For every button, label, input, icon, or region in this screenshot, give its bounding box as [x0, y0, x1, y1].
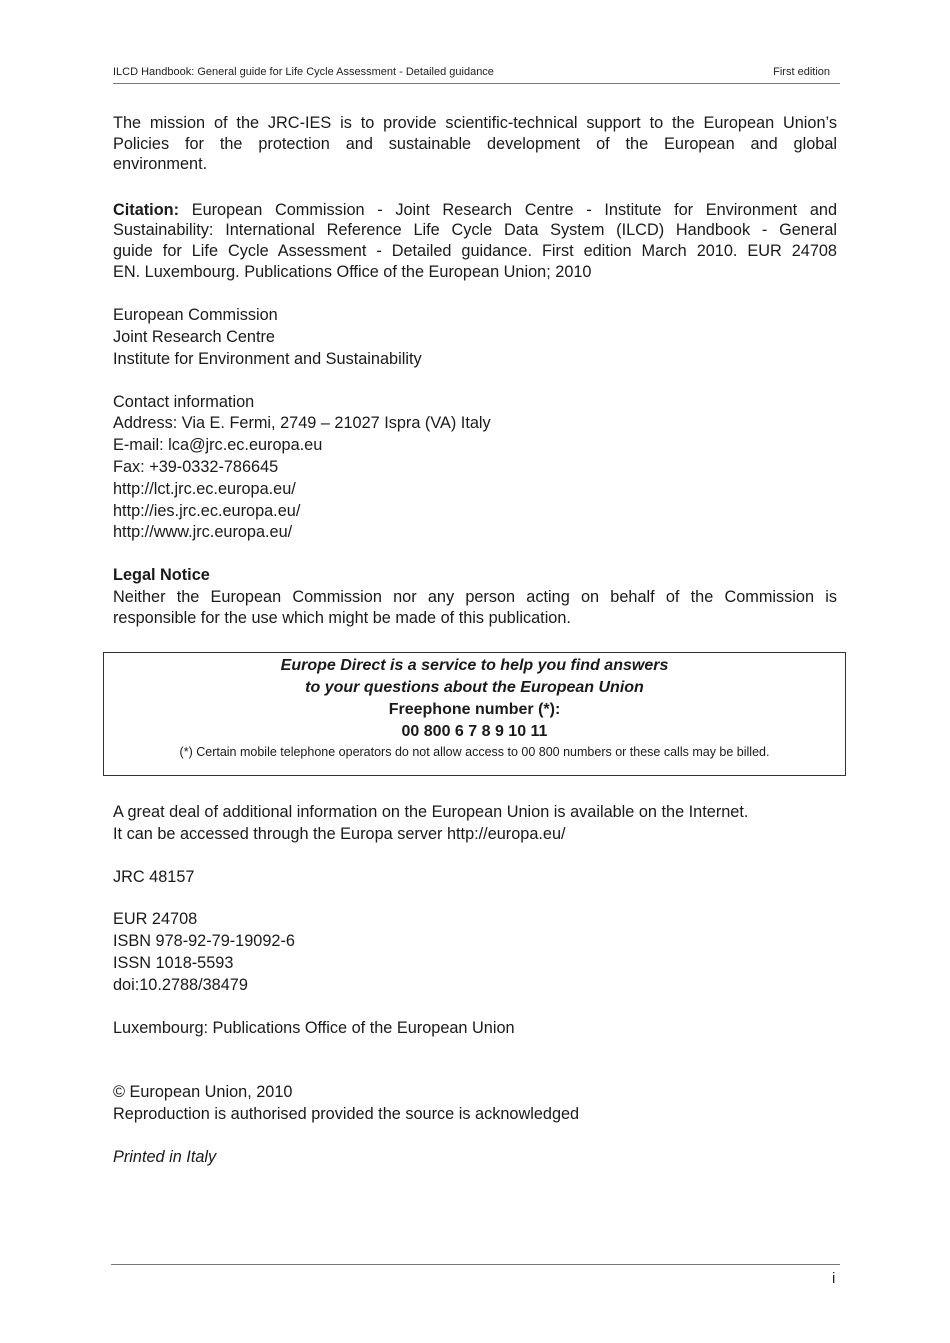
legal-notice — [113, 565, 837, 630]
org-line: European Commission — [113, 306, 278, 325]
citation-line: Sustainability: International Reference Life Cycle Data System (ILCD) Handbook - General — [113, 221, 837, 240]
citation-text: European Commission - Joint Research Centre - Institute for Environment and — [191, 200, 837, 219]
europe-direct-line2: to your questions about the European Union — [305, 679, 644, 696]
contact-link-lct[interactable]: http://lct.jrc.ec.europa.eu/ — [113, 479, 296, 498]
freephone-number: 00 800 6 7 8 9 10 11 — [401, 723, 548, 740]
isbn-number: ISBN 978-92-79-19092-6 — [113, 932, 295, 951]
citation-paragraph — [113, 200, 837, 282]
copyright-block — [113, 1082, 837, 1126]
internet-paragraph — [113, 802, 837, 846]
header-divider — [113, 83, 840, 84]
contact-heading: Contact information — [113, 392, 255, 411]
footer-divider — [111, 1264, 840, 1265]
freephone-label: Freephone number (*): — [388, 701, 561, 718]
citation-line: guide for Life Cycle Assessment - Detailed guidance. First edition March 2010. EUR 24708 — [113, 241, 837, 260]
europe-direct-line1: Europe Direct is a service to help you find answers — [280, 657, 669, 674]
citation-label: Citation: — [113, 200, 180, 219]
header-edition: First edition — [773, 66, 830, 78]
jrc-number: JRC 48157 — [113, 867, 195, 886]
header-title: ILCD Handbook: General guide for Life Cycle Assessment - Detailed guidance — [113, 66, 494, 78]
mission-line: Policies for the protection and sustainable development of the European and global — [113, 134, 837, 153]
eur-number: EUR 24708 — [113, 910, 198, 929]
printed-in: Printed in Italy — [113, 1147, 217, 1166]
citation-line — [113, 200, 837, 221]
organization-block — [113, 305, 837, 370]
citation-line: EN. Luxembourg. Publications Office of the European Union; 2010 — [113, 262, 592, 281]
legal-heading: Legal Notice — [113, 566, 210, 585]
identifiers-block — [113, 909, 837, 996]
org-line: Joint Research Centre — [113, 327, 275, 346]
mission-paragraph — [113, 113, 837, 175]
europe-direct-box — [103, 652, 846, 776]
mission-line: environment. — [113, 155, 208, 174]
issn-number: ISSN 1018-5593 — [113, 953, 234, 972]
contact-block — [113, 392, 837, 545]
publisher-line: Luxembourg: Publications Office of the European Union — [113, 1018, 515, 1037]
internet-line: A great deal of additional information on the European Union is available on the Internet. — [113, 803, 749, 821]
legal-line: responsible for the use which might be made of this publication. — [113, 609, 571, 628]
reproduction-line: Reproduction is authorised provided the source is acknowledged — [113, 1105, 580, 1124]
contact-fax: Fax: +39-0332-786645 — [113, 457, 279, 476]
page-number: i — [832, 1270, 836, 1287]
contact-link-ies[interactable]: http://ies.jrc.ec.europa.eu/ — [113, 501, 301, 520]
contact-link-jrc[interactable]: http://www.jrc.europa.eu/ — [113, 523, 293, 542]
doi-number: doi:10.2788/38479 — [113, 975, 248, 994]
copyright-line: © European Union, 2010 — [113, 1083, 293, 1102]
internet-line: It can be accessed through the Europa server http://europa.eu/ — [113, 824, 566, 843]
contact-address: Address: Via E. Fermi, 2749 – 21027 Ispra (VA) Italy — [113, 414, 491, 433]
org-line: Institute for Environment and Sustainability — [113, 349, 422, 368]
legal-line: Neither the European Commission nor any person acting on behalf of the Commission is — [113, 587, 837, 606]
page-body — [113, 113, 837, 630]
mission-line: The mission of the JRC-IES is to provide scientific-technical support to the European Union’s — [113, 114, 837, 132]
freephone-footnote: (*) Certain mobile telephone operators do not allow access to 00 800 numbers or these calls may be billed. — [179, 745, 770, 759]
publication-info — [113, 802, 837, 1169]
contact-email[interactable]: E-mail: lca@jrc.ec.europa.eu — [113, 436, 323, 455]
